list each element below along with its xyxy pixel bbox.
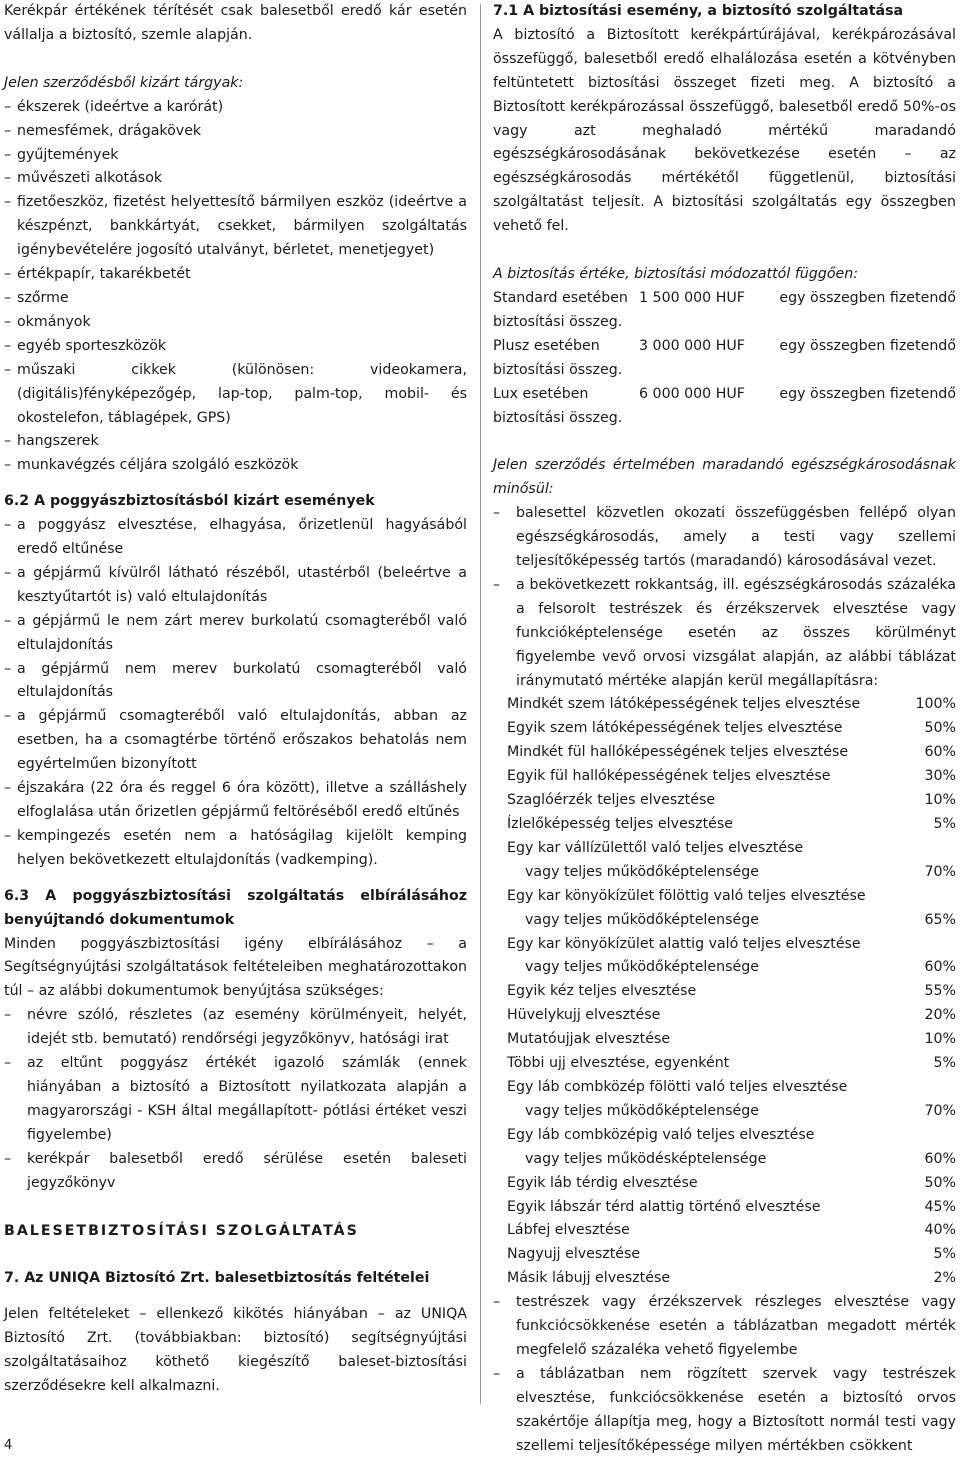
section-7-1-title: 7.1 A biztosítási esemény, a biztosító szolgáltatása — [493, 3, 904, 19]
list-item: – munkavégzés céljára szolgáló eszközök — [4, 454, 467, 478]
excluded-items-list — [4, 96, 467, 479]
table-cell-label: Egy láb combközépig való teljes elvesztése — [507, 1126, 815, 1143]
table-row — [493, 956, 956, 980]
table-cell-value: 60% — [924, 1150, 956, 1167]
table-cell-label: Egyik láb térdig elvesztése — [507, 1174, 698, 1191]
page-number: 4 — [4, 1438, 13, 1453]
left-column — [4, 0, 467, 1399]
list-item: – egyéb sporteszközök — [4, 335, 467, 359]
plan-note: egy összegben fizetendő — [779, 337, 956, 354]
plan-name: Lux esetében — [493, 385, 589, 402]
permanent-damage-title: Jelen szerződés értelmében maradandó egészségkárosodásnak minősül: — [493, 457, 956, 498]
table-cell-value: 60% — [924, 744, 956, 761]
table-row — [493, 861, 956, 885]
table-row — [493, 1267, 956, 1291]
table-row — [493, 1100, 956, 1124]
table-row — [493, 933, 956, 957]
table-row — [493, 1148, 956, 1172]
table-row — [493, 1243, 956, 1267]
table-row — [493, 1052, 956, 1076]
list-item: – ékszerek (ideértve a karórát) — [4, 96, 467, 120]
table-row — [493, 287, 956, 311]
section-6-3-list — [4, 1004, 467, 1195]
table-cell-label: Másik lábujj elvesztése — [507, 1270, 671, 1287]
table-row — [493, 717, 956, 741]
list-item: – művészeti alkotások — [4, 167, 467, 191]
table-cell-label: Egy kar könyökízület alattig való teljes elvesztése — [507, 935, 861, 952]
table-cell-value: 20% — [924, 1007, 956, 1024]
section-7-body: Jelen feltételeket – ellenkező kikötés hiányában – az UNIQA Biztosító Zrt. (továbbiakban: biztosító) segítségnyújtási szolgáltatásaihoz köthető kiegészítő baleset-biztosítási szerződésekre kell alkalmazni. — [4, 1306, 467, 1395]
excluded-items-title: Jelen szerződésből kizárt tárgyak: — [4, 74, 244, 91]
table-cell-label: Mindkét fül hallóképességének teljes elvesztése — [507, 744, 849, 761]
table-cell-value: 50% — [924, 1174, 956, 1191]
table-row — [493, 909, 956, 933]
table-cell-label: Lábfej elvesztése — [507, 1222, 630, 1239]
table-row — [493, 1004, 956, 1028]
table-row — [493, 837, 956, 861]
column-divider — [480, 4, 481, 1404]
table-cell-value: 5% — [933, 1246, 956, 1263]
list-item: – a gépjármű nem merev burkolatú csomagteréből való eltulajdonítás — [4, 658, 467, 706]
table-cell-value: 70% — [924, 863, 956, 880]
list-item: – testrészek vagy érzékszervek részleges elvesztése vagy funkciócsökkenése esetén a táblázatban megadott mérték megfelelő százaléka vehető figyelembe — [493, 1291, 956, 1363]
section-7-1-body: A biztosító a Biztosított kerékpártúrájával, kerékpározásával összefüggő, balesetből eredő elhalálozása esetén a kötvényben feltüntetett biztosítási összeget fizeti meg. A biztosító a Biztosított kerékpározással összefüggő, balesetből eredő 50%-os vagy azt meghaladó mértékű maradandó egészségkárosodásának bekövetkezése esetén – az egészségkárosodás mértékétől függetlenül, biztosítási szolgáltatást teljesít. A biztosítási szolgáltatás egy összegben vehető fel. — [493, 26, 956, 235]
table-cell-label: Egyik fül hallóképességének teljes elvesztése — [507, 768, 831, 785]
table-cell-label: Egyik kéz teljes elvesztése — [507, 983, 697, 1000]
table-cell-value: 30% — [924, 768, 956, 785]
table-row — [493, 1028, 956, 1052]
plan-tail: biztosítási összeg. — [493, 361, 623, 378]
list-item: – a gépjármű le nem zárt merev burkolatú csomagteréből való eltulajdonítás — [4, 610, 467, 658]
value-title: A biztosítás értéke, biztosítási módozattól függően: — [493, 266, 858, 283]
table-cell-value: 50% — [924, 720, 956, 737]
table-row — [493, 335, 956, 359]
table-row — [493, 1076, 956, 1100]
plan-name: Standard esetében — [493, 289, 628, 306]
table-cell-label: Egy láb combközép fölötti való teljes elvesztése — [507, 1078, 848, 1095]
percentage-table — [493, 693, 956, 1291]
table-cell-label: Hüvelykujj elvesztése — [507, 1007, 661, 1024]
right-column — [493, 0, 956, 1458]
table-cell-label: vagy teljes működőképtelensége — [525, 863, 759, 880]
table-cell-value: 5% — [933, 816, 956, 832]
plan-note: egy összegben fizetendő — [779, 289, 956, 306]
list-item: – a bekövetkezett rokkantság, ill. egészségkárosodás százaléka a felsorolt testrészek és érzékszervek elvesztése vagy funkcióképtelensége esetén az összes körülményt figyelembe vevő orvosi vizsgálat alapján, az alábbi táblázat iránymutató mértéke alapján kerül megállapításra: — [493, 574, 956, 694]
table-cell-label: Egyik szem látóképességének teljes elvesztése — [507, 720, 843, 737]
table-cell-label: Egyik lábszár térd alattig történő elvesztése — [507, 1198, 821, 1215]
list-item: – a táblázatban nem rögzített szervek vagy testrészek elvesztése, funkciócsökkenése esetén a biztosító orvos szakértője állapítja meg, hogy a Biztosított normál testi vagy szellemi teljesítőképessége milyen mértékben csökkent — [493, 1363, 956, 1459]
table-row — [493, 693, 956, 717]
table-row — [493, 1219, 956, 1243]
plan-note: egy összegben fizetendő — [779, 385, 956, 402]
table-row — [493, 383, 956, 407]
list-item: – kerékpár balesetből eredő sérülése esetén baleseti jegyzőkönyv — [4, 1148, 467, 1196]
table-cell-label: Szaglóérzék teljes elvesztése — [507, 792, 716, 809]
table-cell-label: Mutatóujjak elvesztése — [507, 1031, 671, 1048]
list-item: – szőrme — [4, 287, 467, 311]
section-6-2-list — [4, 514, 467, 873]
table-cell-value: 70% — [924, 1102, 956, 1119]
list-item: – műszaki cikkek (különösen: videokamera, (digitális)fényképezőgép, lap-top, palm-top, mobil- és okostelefon, táblagépek, GPS) — [4, 359, 467, 431]
table-cell-label: Egy kar könyökízület fölöttig való teljes elvesztése — [507, 887, 866, 904]
section-7-title: 7. Az UNIQA Biztosító Zrt. balesetbiztosítás feltételei — [4, 1270, 430, 1287]
plan-tail: biztosítási összeg. — [493, 313, 623, 330]
table-cell-value: 100% — [915, 696, 956, 713]
list-item: – gyűjtemények — [4, 144, 467, 168]
list-item: – hangszerek — [4, 430, 467, 454]
table-row — [493, 765, 956, 789]
table-cell-value: 45% — [924, 1198, 956, 1215]
table-cell-label: Egy kar vállízülettől való teljes elvesztése — [507, 839, 804, 856]
table-cell-label: vagy teljes működőképtelensége — [525, 1102, 759, 1119]
list-item: – fizetőeszköz, fizetést helyettesítő bármilyen eszköz (ideértve a készpénzt, bankkártyát, csekket, bármilyen szolgáltatás igénybevételére jogosító utalványt, bérletet, menetjegyet) — [4, 191, 467, 263]
table-cell-value: 55% — [924, 983, 956, 1000]
section-6-3-title: 6.3 A poggyászbiztosítási szolgáltatás elbírálásához benyújtandó dokumentumok — [4, 887, 467, 928]
table-cell-value: 60% — [924, 959, 956, 976]
table-cell-label: vagy teljes működésképtelensége — [525, 1150, 767, 1167]
plan-amount: 1 500 000 HUF — [639, 289, 745, 306]
section-heading: BALESETBIZTOSÍTÁSI SZOLGÁLTATÁS — [4, 1222, 359, 1239]
section-6-3-body: Minden poggyászbiztosítási igény elbírálásához – a Segítségnyújtási szolgáltatások feltételeiben meghatározottakon túl – az alábbi dokumentumok benyújtása szükséges: — [4, 935, 467, 1000]
list-item: – okmányok — [4, 311, 467, 335]
table-row — [493, 1124, 956, 1148]
list-item: – a poggyász elvesztése, elhagyása, őrizetlenül hagyásából eredő eltűnése — [4, 514, 467, 562]
intro-paragraph: Kerékpár értékének térítését csak balesetből eredő kár esetén vállalja a biztosító, szemle alapján. — [4, 3, 467, 43]
list-item: – a gépjármű csomagteréből való eltulajdonítás, abban az esetben, ha a csomagtérbe történő erőszakos behatolás nem egyértelműen bizonyított — [4, 705, 467, 777]
table-cell-value: 10% — [924, 1031, 956, 1048]
list-item: – kempingezés esetén nem a hatóságilag kijelölt kemping helyen bekövetkezett eltulajdonítás (vadkemping). — [4, 825, 467, 873]
table-row — [493, 885, 956, 909]
table-row — [493, 741, 956, 765]
table-cell-label: Többi ujj elvesztése, egyenként — [507, 1055, 730, 1072]
list-item: – balesettel közvetlen okozati összefüggésben fellépő olyan egészségkárosodás, amely a testi vagy szellemi teljesítőképesség tartós (maradandó) károsodásával vezet. — [493, 502, 956, 574]
table-row — [493, 980, 956, 1004]
section-6-2-title: 6.2 A poggyászbiztosításból kizárt események — [4, 493, 375, 510]
table-cell-value: 40% — [924, 1222, 956, 1239]
table-cell-value: 5% — [933, 1055, 956, 1072]
list-item: – a gépjármű kívülről látható részéből, utastérből (beleértve a kesztyűtartót is) való eltulajdonítás — [4, 562, 467, 610]
plan-amount: 3 000 000 HUF — [639, 337, 745, 354]
plan-name: Plusz esetében — [493, 337, 600, 354]
table-cell-label: vagy teljes működőképtelensége — [525, 959, 759, 976]
table-cell-label: Ízlelőképesség teljes elvesztése — [507, 816, 733, 832]
list-item: – nemesfémek, drágakövek — [4, 120, 467, 144]
list-item: – az eltűnt poggyász értékét igazoló számlák (ennek hiányában a biztosító a Biztosított nyilatkozata alapján a magyarországi - KSH által megállapított- pótlási értéket veszi figyelembe) — [4, 1052, 467, 1148]
table-cell-label: Mindkét szem látóképességének teljes elvesztése — [507, 696, 861, 713]
table-row — [493, 813, 956, 837]
plan-tail: biztosítási összeg. — [493, 409, 623, 426]
table-row — [493, 1196, 956, 1220]
table-cell-label: Nagyujj elvesztése — [507, 1246, 641, 1263]
table-cell-value: 65% — [924, 911, 956, 928]
table-cell-value: 10% — [924, 792, 956, 809]
list-item: – értékpapír, takarékbetét — [4, 263, 467, 287]
table-row — [493, 789, 956, 813]
list-item: – éjszakára (22 óra és reggel 6 óra között), illetve a szálláshely elfoglalása után őrizetlen gépjármű feltöréséből eredő eltűnés — [4, 777, 467, 825]
table-row — [493, 1172, 956, 1196]
table-cell-label: vagy teljes működőképtelensége — [525, 911, 759, 928]
value-table — [493, 287, 956, 430]
table-cell-value: 2% — [933, 1270, 956, 1287]
plan-amount: 6 000 000 HUF — [639, 385, 745, 402]
list-item: – névre szóló, részletes (az esemény körülményeit, helyét, idejét stb. bemutató) rendőrségi jegyzőkönyv, hatósági irat — [4, 1004, 467, 1052]
